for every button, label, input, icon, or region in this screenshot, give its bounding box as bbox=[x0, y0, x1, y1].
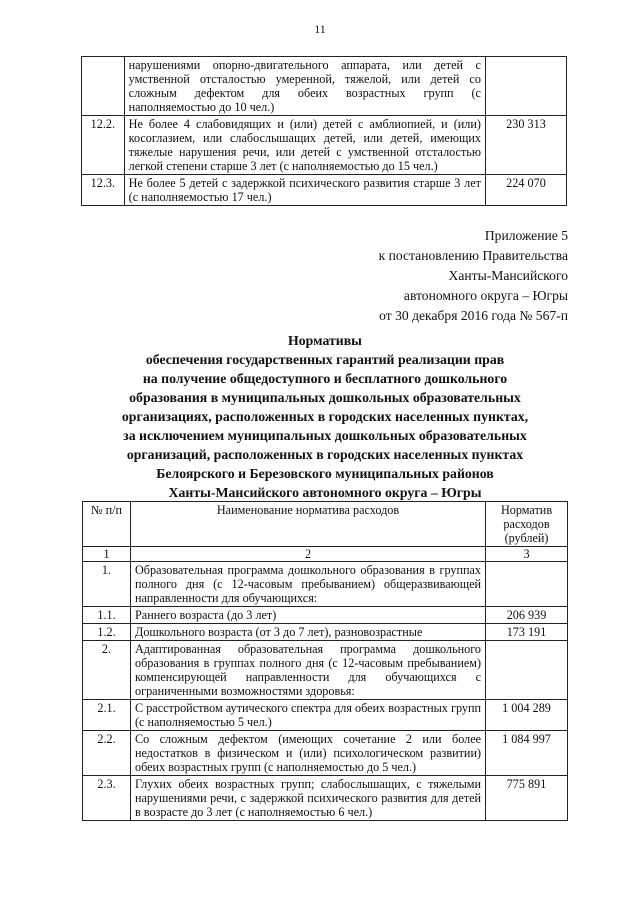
row-number: 12.3. bbox=[82, 175, 125, 206]
header-name: Наименование норматива расходов bbox=[131, 502, 486, 547]
row-text: Образовательная программа дошкольного образования в группах полного дня (с 12-часовым пребыванием) общеразвивающей направленности для обучающихся: bbox=[131, 562, 486, 607]
appendix-line: Ханты-Мансийского bbox=[448, 268, 568, 283]
row-value: 224 070 bbox=[485, 175, 566, 206]
title-line: Ханты-Мансийского автономного округа – Югры bbox=[168, 485, 482, 500]
row-value: 1 084 997 bbox=[486, 731, 568, 776]
continuation-table bbox=[81, 56, 567, 206]
row-value: 206 939 bbox=[486, 607, 568, 624]
title-line: организациях, расположенных в городских населенных пунктах, bbox=[121, 409, 529, 424]
table-row bbox=[82, 57, 567, 116]
title-line: организаций, расположенных в городских населенных пунктах bbox=[126, 447, 524, 462]
title-line: на получение общедоступного и бесплатного дошкольного bbox=[142, 371, 508, 386]
row-number: 1.2. bbox=[83, 624, 131, 641]
row-value: 1 004 289 bbox=[486, 700, 568, 731]
title-line: образования в муниципальных дошкольных образовательных bbox=[129, 390, 521, 405]
appendix-line: от 30 декабря 2016 года № 567-п bbox=[379, 308, 568, 323]
row-text: Дошкольного возраста (от 3 до 7 лет), разновозрастные bbox=[131, 624, 486, 641]
column-index: 1 bbox=[83, 547, 131, 562]
row-text: Не более 4 слабовидящих и (или) детей с амблиопией, и (или) косоглазием, или слабослышащих детей, или детей, имеющих тяжелые нарушения речи, или детей с умственной отсталостью легкой степени старше 3 лет (с наполняемостью до 15 чел.) bbox=[124, 116, 485, 175]
table-row bbox=[82, 175, 567, 206]
row-text: Глухих обеих возрастных групп; слабослышащих, с тяжелыми нарушениями речи, с задержкой психического развития для детей в возрасте до 3 лет (с наполняемостью 6 чел.) bbox=[131, 776, 486, 821]
title-line: Нормативы bbox=[288, 333, 362, 348]
row-value: 173 191 bbox=[486, 624, 568, 641]
column-index: 3 bbox=[486, 547, 568, 562]
appendix-block bbox=[379, 226, 568, 326]
row-number: 2. bbox=[83, 641, 131, 700]
table-header-row bbox=[83, 502, 568, 547]
row-number: 2.2. bbox=[83, 731, 131, 776]
table-row bbox=[83, 776, 568, 821]
row-text: Со сложным дефектом (имеющих сочетание 2 или более недостатков в физическом и (или) психологическом развитии) обеих возрастных групп (с наполняемостью до 5 чел.) bbox=[131, 731, 486, 776]
column-index: 2 bbox=[131, 547, 486, 562]
row-number: 12.2. bbox=[82, 116, 125, 175]
row-value bbox=[486, 562, 568, 607]
row-text: Раннего возраста (до 3 лет) bbox=[131, 607, 486, 624]
normatives-table bbox=[82, 501, 568, 821]
row-number: 2.3. bbox=[83, 776, 131, 821]
appendix-line: Приложение 5 bbox=[484, 228, 568, 243]
row-value: 230 313 bbox=[485, 116, 566, 175]
appendix-line: к постановлению Правительства bbox=[378, 248, 568, 263]
row-number bbox=[82, 57, 125, 116]
row-text: С расстройством аутического спектра для обеих возрастных групп (с наполняемостью 5 чел.) bbox=[131, 700, 486, 731]
row-value bbox=[485, 57, 566, 116]
table-row bbox=[83, 624, 568, 641]
row-number: 1.1. bbox=[83, 607, 131, 624]
row-value bbox=[486, 641, 568, 700]
header-num: № п/п bbox=[83, 502, 131, 547]
table-row bbox=[83, 641, 568, 700]
title-line: за исключением муниципальных дошкольных образовательных bbox=[123, 428, 527, 443]
title-line: обеспечения государственных гарантий реализации прав bbox=[145, 352, 505, 367]
table-row bbox=[83, 562, 568, 607]
table-row bbox=[83, 607, 568, 624]
row-number: 2.1. bbox=[83, 700, 131, 731]
row-number: 1. bbox=[83, 562, 131, 607]
page-number: 11 bbox=[314, 22, 326, 36]
row-value: 775 891 bbox=[486, 776, 568, 821]
table-row bbox=[83, 700, 568, 731]
row-text: Адаптированная образовательная программа дошкольного образования в группах полного дня (с 12-часовым пребыванием) компенсирующей направленности для обучающихся с ограниченными возможностями здоровья: bbox=[131, 641, 486, 700]
header-value: Норматив расходов (рублей) bbox=[486, 502, 568, 547]
row-text: Не более 5 детей с задержкой психического развития старше 3 лет (с наполняемостью 17 чел.) bbox=[124, 175, 485, 206]
appendix-line: автономного округа – Югры bbox=[403, 288, 568, 303]
row-text: нарушениями опорно-двигательного аппарата, или детей с умственной отсталостью умеренной, тяжелой, или детей со сложным дефектом для обеих возрастных групп (с наполняемостью до 10 чел.) bbox=[124, 57, 485, 116]
title-line: Белоярского и Березовского муниципальных районов bbox=[156, 466, 494, 481]
table-row bbox=[82, 116, 567, 175]
table-row bbox=[83, 731, 568, 776]
document-title bbox=[90, 331, 560, 502]
column-index-row bbox=[83, 547, 568, 562]
